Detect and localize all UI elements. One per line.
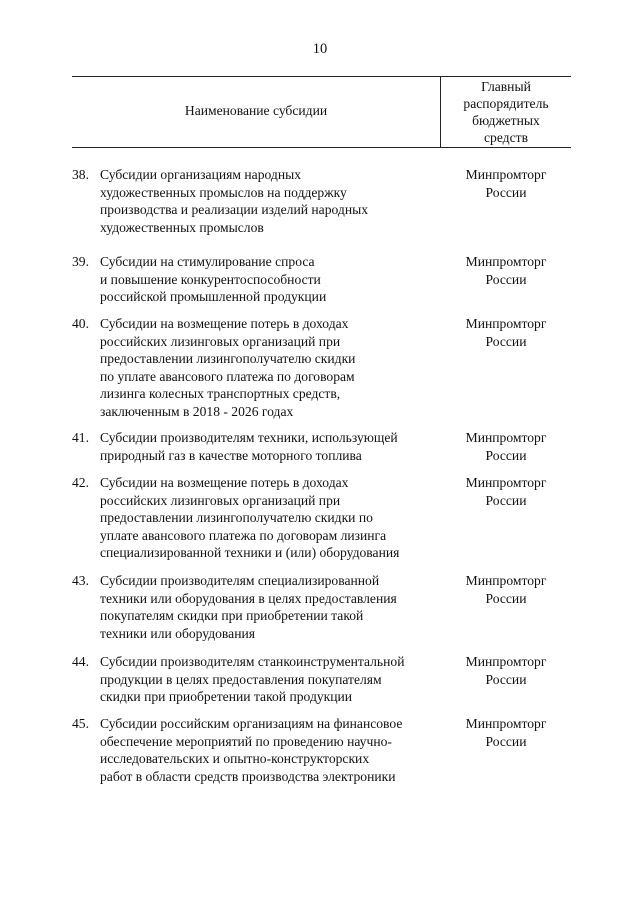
row-subsidy-name: Субсидии производителям станкоинструментальной продукции в целях предоставления покупателям скидки при приобретении такой продукции <box>100 654 405 704</box>
row-budget-manager: Минпромторг России <box>465 475 547 508</box>
row-budget-manager: Минпромторг России <box>465 254 547 287</box>
row-subsidy-name: Субсидии производителям специализированной техники или оборудования в целях предоставления покупателям скидки при приобретении такой техники или оборудования <box>100 573 397 641</box>
row-budget-manager: Минпромторг России <box>465 430 547 463</box>
page-number: 10 <box>312 41 328 57</box>
row-budget-manager: Минпромторг России <box>465 654 547 687</box>
row-budget-manager: Минпромторг России <box>465 316 547 349</box>
row-number: 38. <box>72 167 89 182</box>
table-header-bottom-rule <box>72 147 571 148</box>
header-subsidy-name: Наименование субсидии <box>184 103 328 118</box>
row-number: 45. <box>72 716 89 731</box>
table-top-rule <box>72 76 571 77</box>
row-subsidy-name: Субсидии организациям народных художественных промыслов на поддержку производства и реализации изделий народных художественных промыслов <box>100 167 369 235</box>
row-number: 40. <box>72 316 89 331</box>
header-budget-manager: Главный распорядитель бюджетных средств <box>463 79 549 145</box>
row-budget-manager: Минпромторг России <box>465 167 547 200</box>
row-number: 39. <box>72 254 89 269</box>
row-subsidy-name: Субсидии производителям техники, использующей природный газ в качестве моторного топлива <box>100 430 398 463</box>
row-budget-manager: Минпромторг России <box>465 716 547 749</box>
row-number: 44. <box>72 654 89 669</box>
row-number: 41. <box>72 430 89 445</box>
row-subsidy-name: Субсидии на возмещение потерь в доходах российских лизинговых организаций при предоставлении лизингополучателю скидки по уплате авансового платежа по договорам лизинга специализированной техники и (или) оборудования <box>100 475 400 560</box>
row-subsidy-name: Субсидии российским организациям на финансовое обеспечение мероприятий по проведению научно- исследовательских и опытно-конструкторских работ в области средств производства электроники <box>100 716 403 784</box>
row-number: 43. <box>72 573 89 588</box>
row-subsidy-name: Субсидии на стимулирование спроса и повышение конкурентоспособности российской промышленной продукции <box>100 254 327 304</box>
row-budget-manager: Минпромторг России <box>465 573 547 606</box>
row-number: 42. <box>72 475 89 490</box>
row-subsidy-name: Субсидии на возмещение потерь в доходах российских лизинговых организаций при предоставлении лизингополучателю скидки по уплате авансового платежа по договорам лизинга колесных транспортных средств, заключенным в 2018 - 2026 годах <box>100 316 356 419</box>
